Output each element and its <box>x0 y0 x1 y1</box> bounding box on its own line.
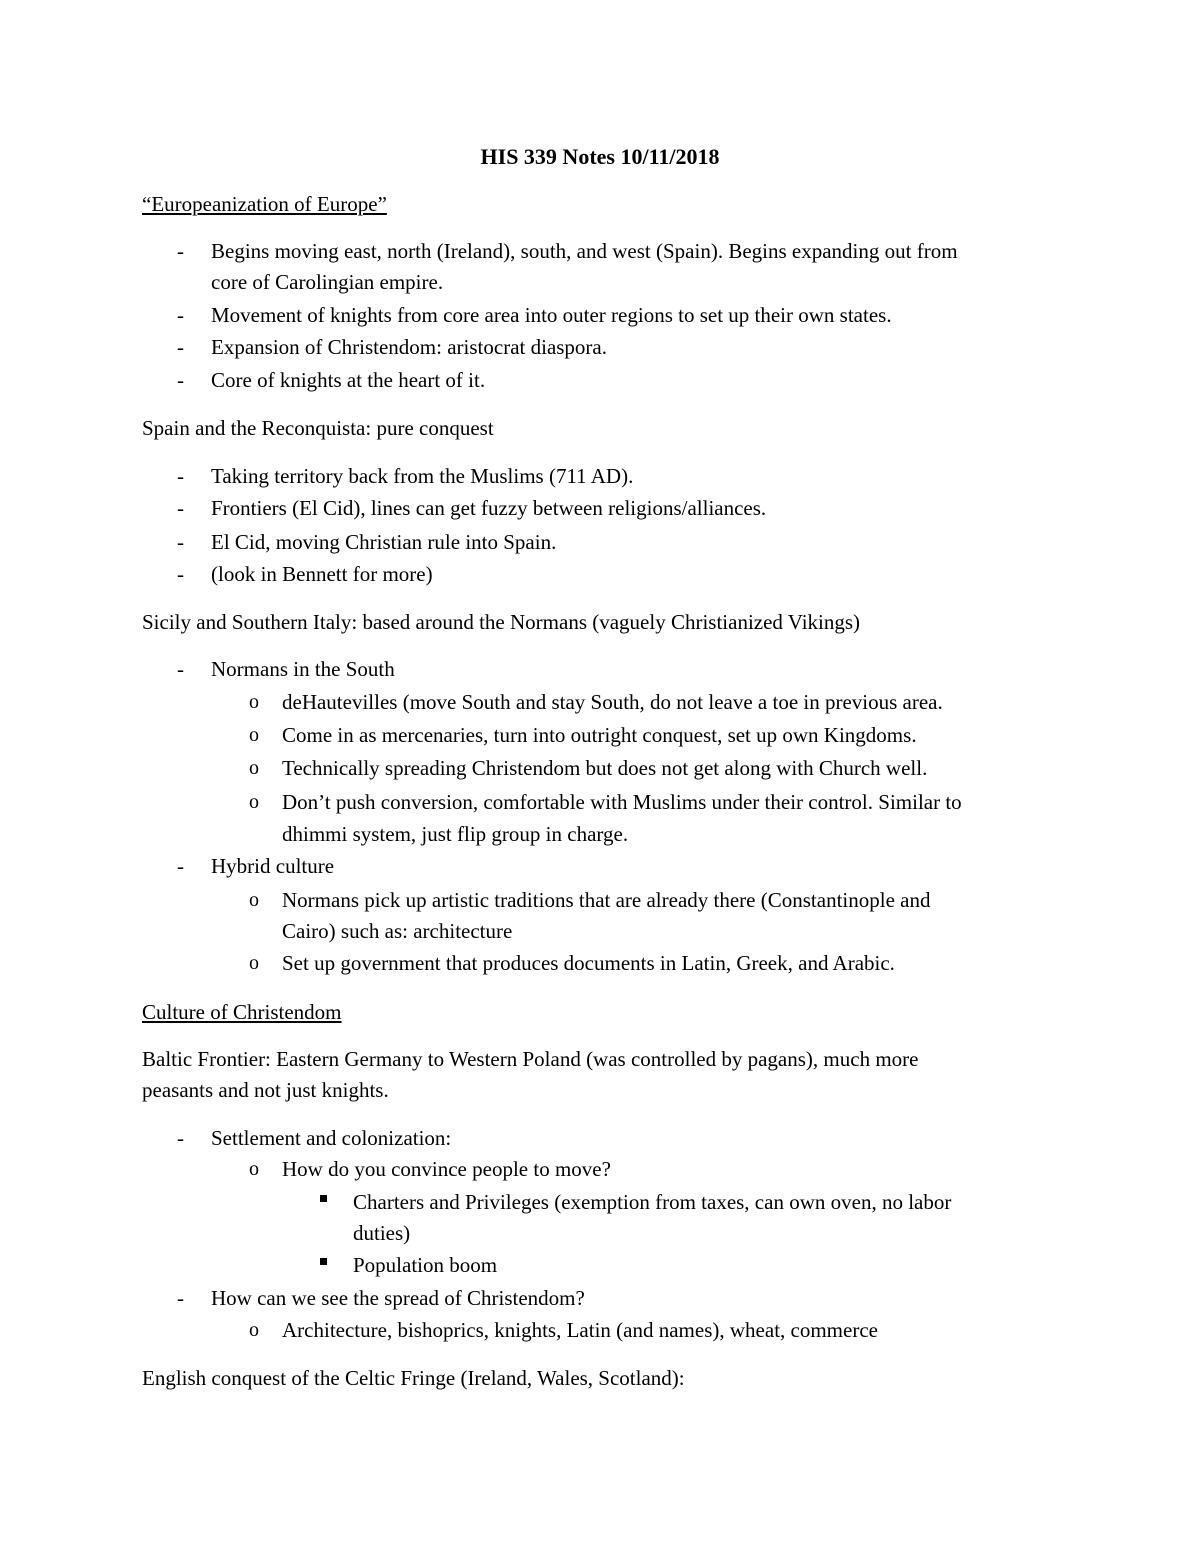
section-heading-sicily: Sicily and Southern Italy: based around the Normans (vaguely Christianized Vikings) <box>142 610 861 634</box>
sub-bullet-text: Normans pick up artistic traditions that are already there (Constantinople and <box>282 888 931 912</box>
square-bullet-marker <box>320 1258 327 1265</box>
dash-bullet-marker: - <box>177 335 184 359</box>
bullet-text: Hybrid culture <box>211 854 335 878</box>
dash-bullet-marker: - <box>177 1286 184 1310</box>
page-title: HIS 339 Notes 10/11/2018 <box>480 144 720 169</box>
sub-bullet-text: Set up government that produces documents in Latin, Greek, and Arabic. <box>282 951 895 975</box>
sub-bullet-text: Don’t push conversion, comfortable with Muslims under their control. Similar to <box>282 790 962 814</box>
bullet-text: Normans in the South <box>211 657 395 681</box>
sub-bullet-text: Come in as mercenaries, turn into outright conquest, set up own Kingdoms. <box>282 723 917 747</box>
dash-bullet-marker: - <box>177 239 184 263</box>
dash-bullet-marker: - <box>177 530 184 554</box>
sub-bullet-text-continued: Cairo) such as: architecture <box>282 919 513 943</box>
circle-bullet-marker: o <box>249 952 259 974</box>
sub-bullet-text-continued: dhimmi system, just flip group in charge. <box>282 822 629 846</box>
tertiary-bullet-text: Population boom <box>353 1253 498 1277</box>
tertiary-bullet-text: Charters and Privileges (exemption from taxes, can own oven, no labor <box>353 1190 952 1214</box>
bullet-text: Taking territory back from the Muslims (711 AD). <box>211 464 634 488</box>
bullet-text: Core of knights at the heart of it. <box>211 368 486 392</box>
dash-bullet-marker: - <box>177 562 184 586</box>
circle-bullet-marker: o <box>249 757 259 779</box>
dash-bullet-marker: - <box>177 1126 184 1150</box>
bullet-text: Movement of knights from core area into outer regions to set up their own states. <box>211 303 892 327</box>
bullet-text: Settlement and colonization: <box>211 1126 452 1150</box>
tertiary-bullet-text-continued: duties) <box>353 1221 411 1245</box>
bullet-text: How can we see the spread of Christendom? <box>211 1286 585 1310</box>
dash-bullet-marker: - <box>177 368 184 392</box>
dash-bullet-marker: - <box>177 303 184 327</box>
circle-bullet-marker: o <box>249 691 259 713</box>
dash-bullet-marker: - <box>177 854 184 878</box>
section-heading-reconquista: Spain and the Reconquista: pure conquest <box>142 416 494 440</box>
section-heading-europeanization: “Europeanization of Europe” <box>142 192 387 216</box>
bullet-text: Frontiers (El Cid), lines can get fuzzy between religions/alliances. <box>211 496 767 520</box>
circle-bullet-marker: o <box>249 1158 259 1180</box>
sub-bullet-text: Technically spreading Christendom but does not get along with Church well. <box>282 756 928 780</box>
section-heading-celtic-fringe: English conquest of the Celtic Fringe (Ireland, Wales, Scotland): <box>142 1366 685 1390</box>
square-bullet-marker <box>320 1195 327 1202</box>
dash-bullet-marker: - <box>177 464 184 488</box>
circle-bullet-marker: o <box>249 724 259 746</box>
bullet-text: (look in Bennett for more) <box>211 562 433 586</box>
dash-bullet-marker: - <box>177 496 184 520</box>
dash-bullet-marker: - <box>177 657 184 681</box>
bullet-text-continued: core of Carolingian empire. <box>211 270 444 294</box>
sub-bullet-text: How do you convince people to move? <box>282 1157 611 1181</box>
circle-bullet-marker: o <box>249 889 259 911</box>
paragraph-text-continued: peasants and not just knights. <box>142 1078 389 1102</box>
sub-bullet-text: deHautevilles (move South and stay South, do not leave a toe in previous area. <box>282 690 943 714</box>
circle-bullet-marker: o <box>249 791 259 813</box>
paragraph-text: Baltic Frontier: Eastern Germany to Western Poland (was controlled by pagans), much more <box>142 1047 919 1071</box>
section-heading-culture: Culture of Christendom <box>142 1000 342 1024</box>
sub-bullet-text: Architecture, bishoprics, knights, Latin (and names), wheat, commerce <box>282 1318 878 1342</box>
bullet-text: El Cid, moving Christian rule into Spain. <box>211 530 557 554</box>
bullet-text: Begins moving east, north (Ireland), south, and west (Spain). Begins expanding out from <box>211 239 958 263</box>
bullet-text: Expansion of Christendom: aristocrat diaspora. <box>211 335 607 359</box>
circle-bullet-marker: o <box>249 1319 259 1341</box>
